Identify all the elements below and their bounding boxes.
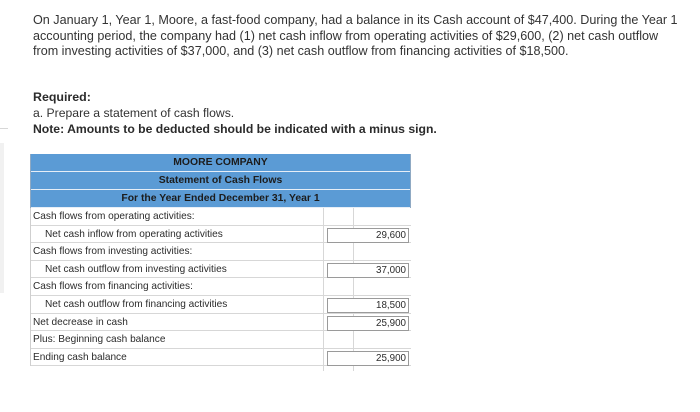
row-label: Ending cash balance: [33, 351, 127, 363]
statement-row: [31, 226, 411, 244]
row-label: Plus: Beginning cash balance: [33, 334, 166, 346]
left-divider: [0, 128, 8, 142]
cash-flow-statement: [30, 154, 411, 366]
statement-rows: [30, 208, 411, 366]
statement-period: For the Year Ended December 31, Year 1: [31, 190, 410, 208]
row-label: Net cash inflow from operating activities: [45, 228, 223, 240]
statement-row: [31, 349, 411, 367]
amount-input[interactable]: 18,500: [327, 298, 409, 313]
problem-text: On January 1, Year 1, Moore, a fast-food company, had a balance in its Cash account of $47,400. During the Year 1 accounting period, the company had (1) net cash inflow from operating activities of $29,600, (2) net cash outflow from investing activities of $37,000, and (3) net cash outflow from financing activities of $18,500.: [33, 13, 678, 58]
statement-row: [31, 331, 411, 349]
row-label: Cash flows from operating activities:: [33, 211, 195, 222]
statement-row: [31, 208, 411, 226]
minus-sign-note: Note: Amounts to be deducted should be indicated with a minus sign.: [33, 122, 437, 136]
amount-input[interactable]: 25,900: [327, 351, 409, 366]
company-name: MOORE COMPANY: [31, 154, 410, 172]
amount-input[interactable]: 29,600: [327, 228, 409, 243]
row-label: Net cash outflow from financing activities: [45, 298, 228, 310]
row-label: Net decrease in cash: [33, 316, 128, 328]
statement-header: [30, 154, 411, 208]
amount-input[interactable]: 25,900: [327, 316, 409, 331]
row-label: Cash flows from investing activities:: [33, 246, 193, 258]
required-heading: Required:: [33, 90, 91, 104]
amount-input[interactable]: 37,000: [327, 263, 409, 278]
statement-row: [31, 278, 411, 296]
statement-row: [31, 243, 411, 261]
row-label: Cash flows from financing activities:: [33, 281, 193, 293]
row-label: Net cash outflow from investing activities: [45, 263, 227, 275]
statement-row: [31, 314, 411, 332]
statement-row: [31, 261, 411, 279]
left-margin-strip: [0, 143, 4, 293]
statement-title: Statement of Cash Flows: [31, 172, 410, 190]
part-a-instruction: a. Prepare a statement of cash flows.: [33, 106, 235, 120]
statement-row: [31, 296, 411, 314]
